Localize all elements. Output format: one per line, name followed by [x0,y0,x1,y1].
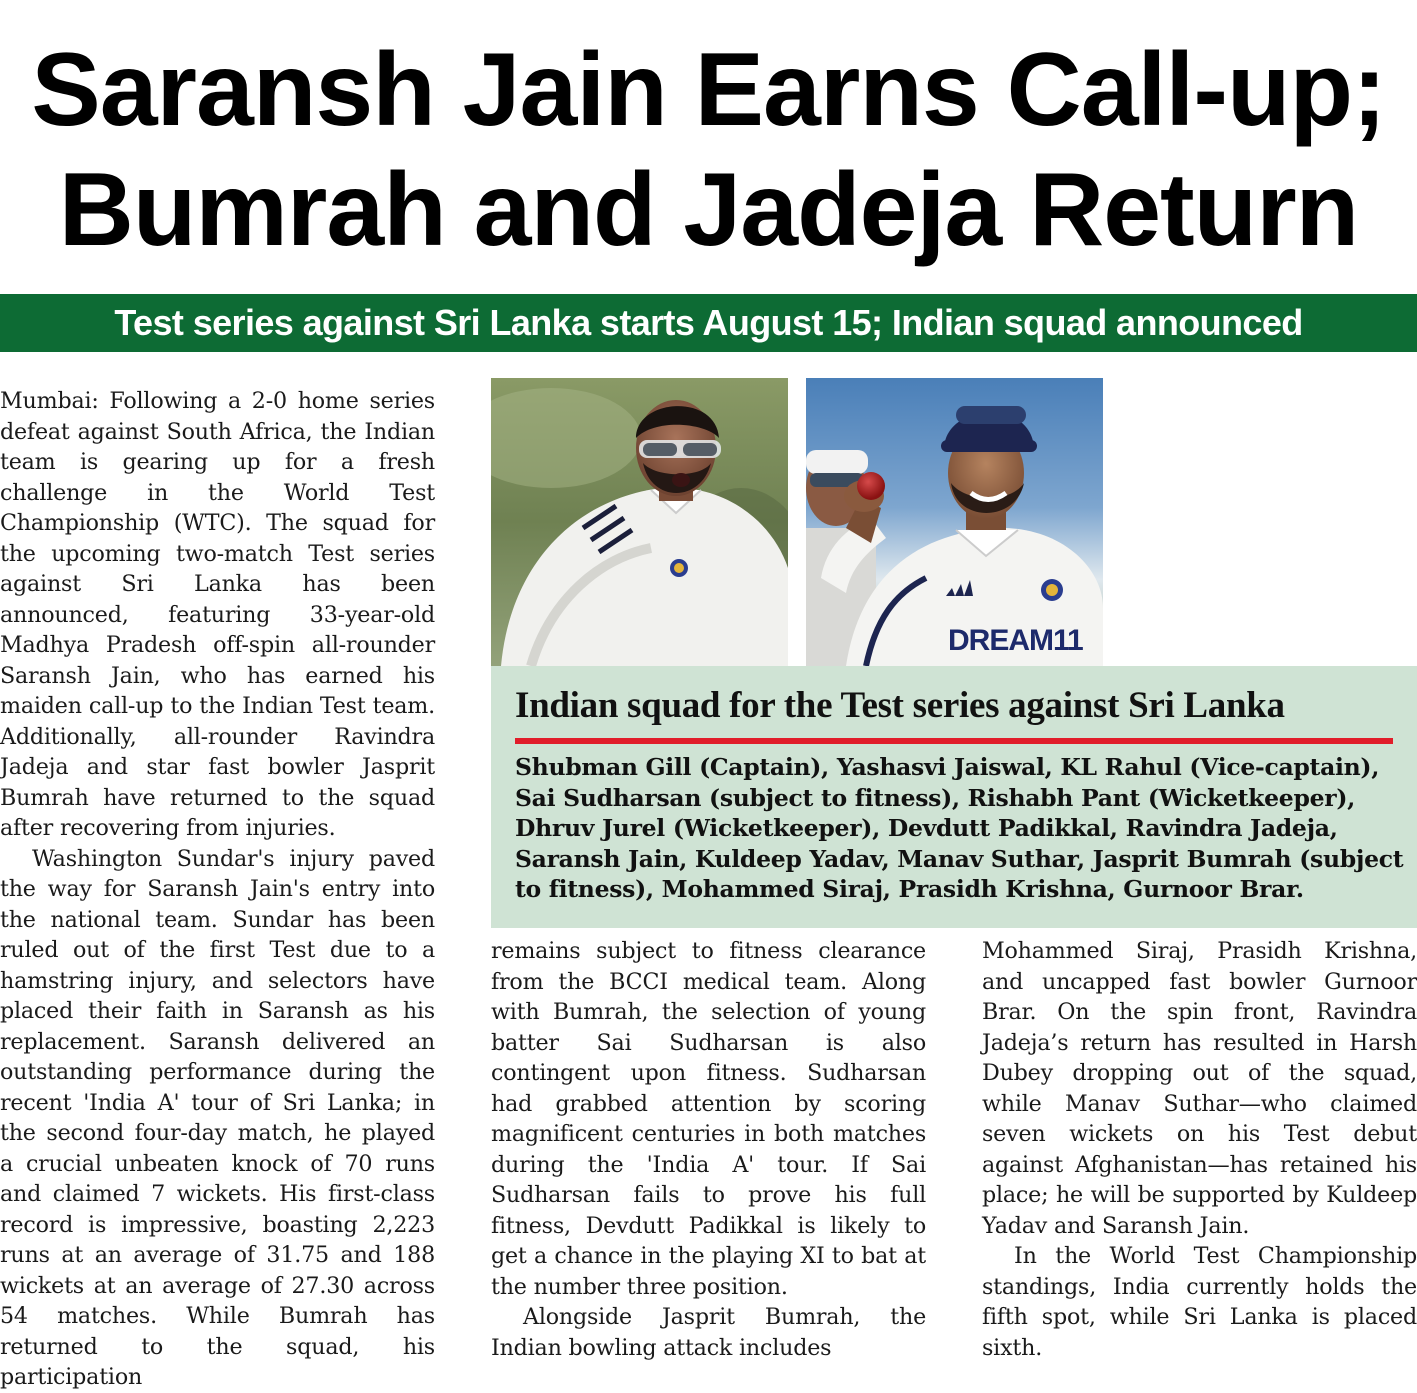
headline-line-1: Saransh Jain Earns Call-up; [31,32,1386,148]
headline [0,30,1417,270]
squad-box [491,666,1417,928]
photo-player-sunglasses [491,378,788,666]
article-paragraph: remains subject to fitness clearance from the BCCI medical team. Along with Bumrah, the selection of young batter Sai Sudharsan is also contingent upon fitness. Sudharsan had grabbed attention by scoring magnificent centuries in both matches during the 'India A' tour. If Sai Sudharsan fails to prove his full fitness, Devdutt Padikkal is likely to get a chance in the playing XI to bat at the number three position. [491,938,926,1300]
jersey-sponsor-text: DREAM11 [948,624,1083,657]
article-paragraph: Washington Sundar's injury paved the way for Saransh Jain's entry into the national team. Sundar has been ruled out of the first Test due to a hamstring injury, and selectors have placed their faith in Saransh as his replacement. Saransh delivered an outstanding performance during the recent 'India A' tour of Sri Lanka; in the second four-day match, he played a crucial unbeaten knock of 70 runs and claimed 7 wickets. His first-class record is impressive, boasting 2,223 runs at an average of 31.75 and 188 wickets at an average of 27.30 across 54 matches. While Bumrah has returned to the squad, his participation [0,845,435,1390]
article-column-2 [491,936,926,1363]
article-column-1 [0,386,435,1393]
squad-box-title: Indian squad for the Test series against Sri Lanka [515,685,1285,726]
subheadline-bar [0,294,1417,352]
squad-members-list: Shubman Gill (Captain), Yashasvi Jaiswal, KL Rahul (Vice-captain), Sai Sudharsan (subject to fitness), Rishabh Pant (Wicketkeeper), Dhruv Jurel (Wicketkeeper), Devdutt Padikkal, Ravindra Jadeja, Saransh Jain, Kuldeep Yadav, Manav Suthar, Jasprit Bumrah (subject to fitness), Mohammed Siraj, Prasidh Krishna, Gurnoor Brar. [515,753,1404,903]
squad-title-rule [515,738,1393,744]
article-paragraph: Mumbai: Following a 2-0 home series defeat against South Africa, the Indian team is gearing up for a fresh challenge in the World Test Championship (WTC). The squad for the upcoming two-match Test series against Sri Lanka has been announced, featuring 33-year-old Madhya Pradesh off-spin all-rounder Saransh Jain, who has earned his maiden call-up to the Indian Test team. Additionally, all-rounder Ravindra Jadeja and star fast bowler Jasprit Bumrah have returned to the squad after recovering from injuries. [0,388,435,841]
photo-bowler-red-ball [806,378,1103,666]
article-paragraph: In the World Test Championship standings, India currently holds the fifth spot, while Sri Lanka is placed sixth. [982,1243,1417,1361]
subheadline-text: Test series against Sri Lanka starts August 15; Indian squad announced [114,302,1303,343]
article-column-3 [982,936,1417,1363]
headline-line-2: Bumrah and Jadeja Return [58,152,1359,268]
article-paragraph: Alongside Jasprit Bumrah, the Indian bowling attack includes [491,1304,926,1361]
article-paragraph: Mohammed Siraj, Prasidh Krishna, and uncapped fast bowler Gurnoor Brar. On the spin front, Ravindra Jadeja’s return has resulted in Harsh Dubey dropping out of the squad, while Manav Suthar—who claimed seven wickets on his Test debut against Afghanistan—has retained his place; he will be supported by Kuldeep Yadav and Saransh Jain. [982,938,1417,1239]
